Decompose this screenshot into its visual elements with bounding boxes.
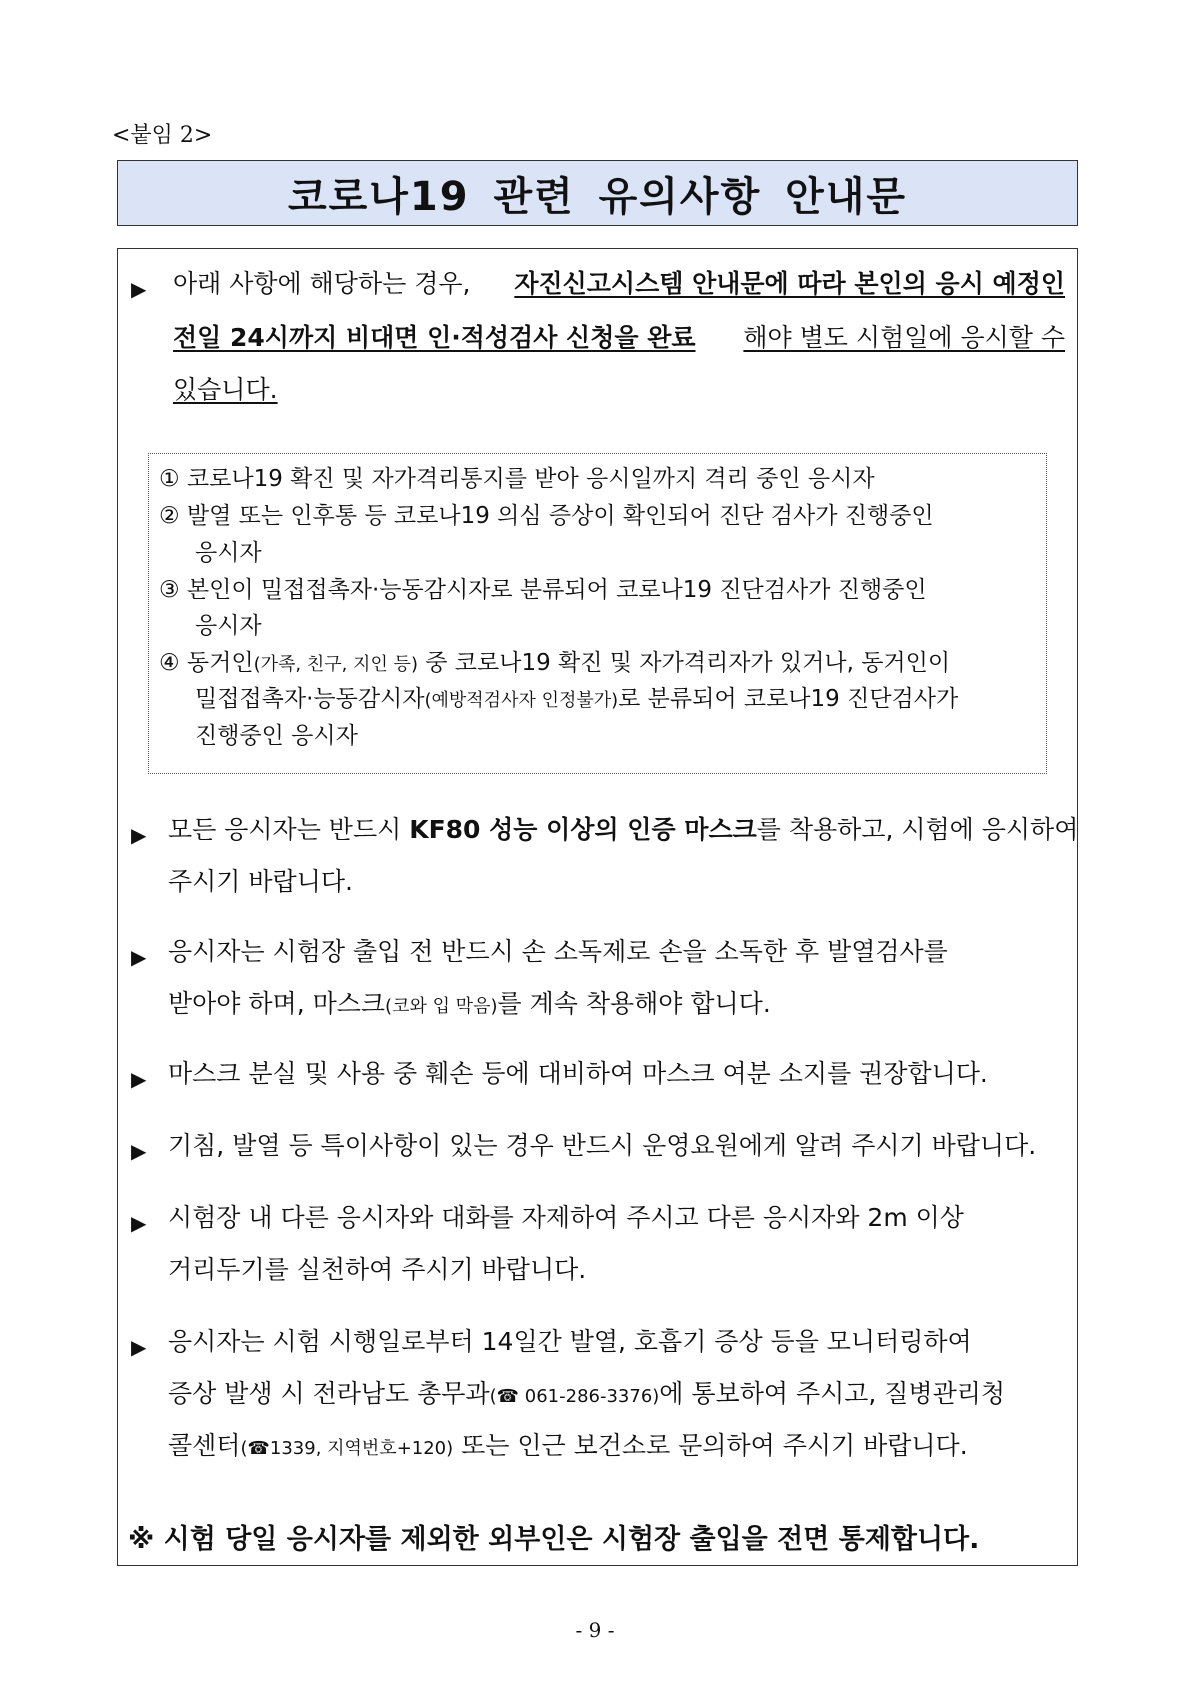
bullet-triangle-icon: ▶ xyxy=(131,277,147,301)
section7-line2 xyxy=(168,1381,1005,1406)
text: 해야 별도 시험일에 응시할 수 xyxy=(743,323,1065,352)
section4-line1: 마스크 분실 및 사용 중 훼손 등에 대비하여 마스크 여분 소지를 권장합니다. xyxy=(168,1059,988,1088)
text: 콜센터 xyxy=(168,1431,241,1460)
bullet-triangle-icon: ▶ xyxy=(131,1335,147,1359)
section2-line1 xyxy=(168,817,1078,842)
small-text: (예방적검사자 인정불가) xyxy=(424,690,619,711)
text: ④ 동거인 xyxy=(159,650,254,676)
section7-line1: 응시자는 시험 시행일로부터 14일간 발열, 호흡기 증상 등을 모니터링하여 xyxy=(168,1327,972,1356)
text: 밀접접촉자·능동감시자 xyxy=(195,686,425,712)
bullet-triangle-icon: ▶ xyxy=(131,1139,147,1163)
emphasis-text: KF80 성능 이상의 인증 마스크 xyxy=(409,815,757,844)
text: 모든 응시자는 반드시 xyxy=(168,815,410,844)
condition-4-line3: 진행중인 응시자 xyxy=(195,723,358,749)
text: 를 착용하고, 시험에 응시하여 xyxy=(756,815,1079,844)
conditions-box xyxy=(148,453,1047,774)
condition-2-line2: 응시자 xyxy=(195,540,262,566)
emphasis-text: 자진신고시스템 안내문에 따라 본인의 응시 예정인 xyxy=(514,269,1065,298)
section6-line2: 거리두기를 실천하여 주시기 바랍니다. xyxy=(168,1255,587,1284)
small-text: (☎1339, 지역번호+120) xyxy=(240,1438,454,1459)
text: 에 통보하여 주시고, 질병관리청 xyxy=(659,1379,1006,1408)
condition-3-line1: ③ 본인이 밀접접촉자·능동감시자로 분류되어 코로나19 진단검사가 진행중인 xyxy=(159,577,927,603)
small-text: (가족, 친구, 지인 등) xyxy=(253,654,418,675)
section3-line2 xyxy=(168,991,771,1016)
small-text: (코와 입 막음) xyxy=(385,996,498,1017)
bullet-triangle-icon: ▶ xyxy=(131,1067,147,1091)
page-number: - 9 - xyxy=(575,1618,615,1642)
section7-line3 xyxy=(168,1433,968,1458)
condition-4-line1 xyxy=(159,652,950,675)
bullet-triangle-icon: ▶ xyxy=(131,823,147,847)
section1-line2 xyxy=(173,325,1065,350)
text: 또는 인근 보건소로 문의하여 주시기 바랍니다. xyxy=(453,1431,968,1460)
small-text: (☎ 061-286-3376) xyxy=(489,1386,660,1407)
condition-3-line2: 응시자 xyxy=(195,613,262,639)
emphasis-text: 전일 24시까지 비대면 인·적성검사 신청을 완료 xyxy=(173,323,696,352)
section6-line1: 시험장 내 다른 응시자와 대화를 자제하여 주시고 다른 응시자와 2m 이상 xyxy=(168,1203,964,1232)
text: 중 코로나19 확진 및 자가격리자가 있거나, 동거인이 xyxy=(417,650,951,676)
condition-1: ① 코로나19 확진 및 자가격리통지를 받아 응시일까지 격리 중인 응시자 xyxy=(159,466,875,492)
text: 를 계속 착용해야 합니다. xyxy=(497,989,771,1018)
section1-line1 xyxy=(173,271,1065,296)
section3-line1: 응시자는 시험장 출입 전 반드시 손 소독제로 손을 소독한 후 발열검사를 xyxy=(168,937,948,966)
page-title: 코로나19 관련 유의사항 안내문 xyxy=(287,173,908,220)
bullet-triangle-icon: ▶ xyxy=(131,1211,147,1235)
text: 증상 발생 시 전라남도 총무과 xyxy=(168,1379,490,1408)
condition-4-line2 xyxy=(195,688,958,711)
text: 아래 사항에 해당하는 경우, xyxy=(173,269,471,298)
condition-2-line1: ② 발열 또는 인후통 등 코로나19 의심 증상이 확인되어 진단 검사가 진행중인 xyxy=(159,503,934,529)
attachment-label: <붙임 2> xyxy=(112,123,213,148)
text: 로 분류되어 코로나19 진단검사가 xyxy=(618,686,959,712)
content-box xyxy=(117,248,1078,1566)
bullet-triangle-icon: ▶ xyxy=(131,945,147,969)
section1-line3: 있습니다. xyxy=(173,375,278,404)
title-box xyxy=(117,160,1078,226)
notice-text: ※ 시험 당일 응시자를 제외한 외부인은 시험장 출입을 전면 통제합니다. xyxy=(128,1524,980,1555)
section2-line2: 주시기 바랍니다. xyxy=(168,867,353,896)
section5-line1: 기침, 발열 등 특이사항이 있는 경우 반드시 운영요원에게 알려 주시기 바랍니다. xyxy=(168,1131,1037,1160)
text: 받아야 하며, 마스크 xyxy=(168,989,386,1018)
